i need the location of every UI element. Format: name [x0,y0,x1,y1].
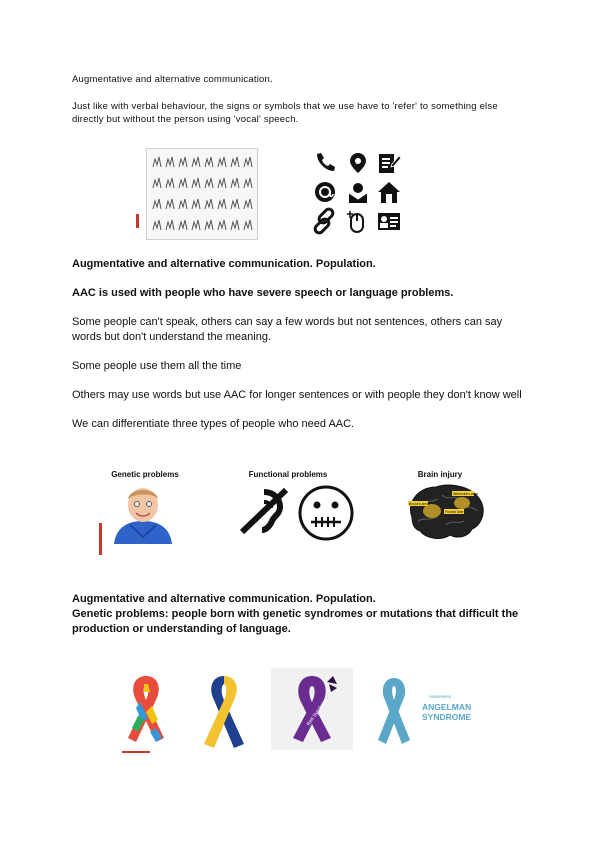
hand-sign-glyph [218,220,226,230]
at-sign-icon [315,182,335,202]
section2-p4: We can differentiate three types of people who need AAC. [72,418,355,430]
hand-sign-glyph [205,199,213,209]
rett-syndrome-ribbon [271,668,353,750]
mail-icon [349,183,367,203]
location-pin-icon [350,153,366,173]
hand-sign-glyph [244,157,252,167]
hand-sign-glyph [153,220,161,230]
section1-paragraph: Just like with verbal behaviour, the signs or symbols that we use have to 'refer' to something else directly but without the person using 'vocal' speech. [72,101,498,125]
child-photo [106,481,180,544]
hand-sign-glyph [244,178,252,188]
link-icon [314,208,335,235]
red-mark-genetic [96,520,104,560]
brain-label-frontal: Frontal lobe [445,510,464,514]
hand-sign-glyph [153,199,161,209]
hand-sign-glyph [231,199,239,209]
hand-sign-glyph [179,199,187,209]
section3-heading: Augmentative and alternative communication. Population. [72,593,376,605]
autism-puzzle-ribbon [118,672,174,754]
icon-grid [312,150,404,236]
down-syndrome-ribbon [196,672,252,754]
hand-sign-glyph [192,157,200,167]
hand-sign-glyph [218,178,226,188]
hand-sign-glyph [179,157,187,167]
hand-sign-glyph [205,178,213,188]
hand-sign-glyph [218,157,226,167]
hand-sign-glyph [218,199,226,209]
angelman-syndrome-ribbon [372,672,480,752]
section2-subheading: AAC is used with people who have severe speech or language problems. [72,287,454,299]
section2-heading: Augmentative and alternative communication. Population. [72,258,376,270]
zipped-mouth-face-icon [297,484,355,542]
angelman-line1: ANGELMAN [422,702,472,712]
hand-sign-glyph [166,199,174,209]
hand-sign-glyph [244,199,252,209]
brain-diagram-image [402,481,488,545]
caption-genetic-problems: Genetic problems [111,470,179,479]
angelman-small-text: Awareness [429,694,452,699]
home-icon [378,182,400,203]
mouse-icon [347,211,363,232]
hand-sign-glyph [231,178,239,188]
section1-title: Augmentative and alternative communication. [72,74,273,85]
section2-p1: Some people can't speak, others can say a few words but not sentences, others can say words but don't understand the meaning. [72,316,503,343]
edit-document-icon [379,154,401,173]
hand-sign-glyph [166,178,174,188]
hand-sign-glyph [153,178,161,188]
hand-sign-glyph [205,220,213,230]
caption-brain-injury: Brain injury [417,470,463,479]
hand-sign-glyph [166,220,174,230]
ribbon-purple-text: Rett Syndrome [305,696,330,728]
contact-card-icon [378,213,400,230]
red-mark-left [128,148,148,238]
hand-sign-glyph [179,220,187,230]
hand-sign-glyph [231,157,239,167]
section3-subheading: Genetic problems: people born with genetic syndromes or mutations that difficult the production or understanding of language. [72,608,519,635]
angelman-line2: SYNDROME [422,712,472,722]
hand-sign-glyph [205,157,213,167]
hand-sign-glyph [179,178,187,188]
section2-p3: Others may use words but use AAC for longer sentences or with people they don't know well [72,389,522,401]
brain-label-broca: Broca's area [409,502,429,506]
hand-sign-glyph [192,220,200,230]
hand-sign-glyph [244,220,252,230]
hearing-impaired-icon [236,486,292,536]
hand-sign-glyph [166,157,174,167]
phone-icon [317,153,335,171]
hand-sign-glyph [153,157,161,167]
hand-sign-glyph [192,178,200,188]
caption-functional-problems: Functional problems [248,470,328,479]
hand-sign-glyph [192,199,200,209]
hand-sign-glyph [231,220,239,230]
section2-p2: Some people use them all the time [72,360,242,372]
sign-language-alphabet-image [146,148,258,240]
brain-label-wernicke: Wernicke's area [453,492,478,496]
